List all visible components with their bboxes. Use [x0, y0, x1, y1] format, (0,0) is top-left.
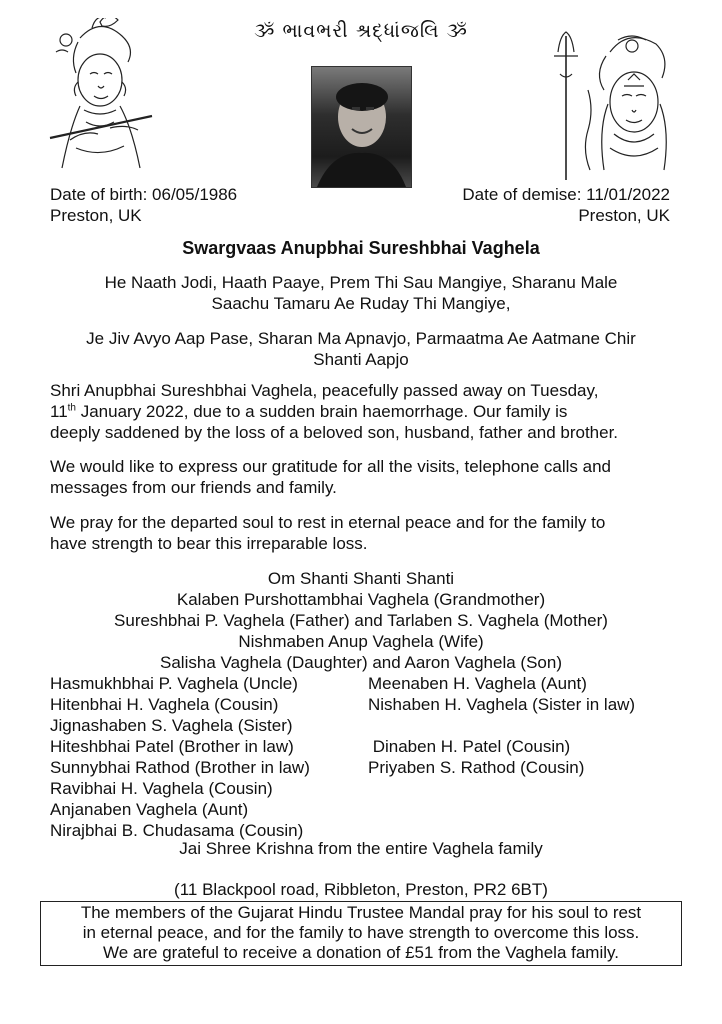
shiva-illustration: [548, 30, 676, 180]
family-row: [50, 736, 690, 757]
family-member: Nirajbhai B. Chudasama (Cousin): [50, 821, 304, 840]
family-member: Priyaben S. Rathod (Cousin): [368, 758, 585, 777]
birth-info: [50, 184, 237, 226]
family-row: [50, 694, 690, 715]
gratitude-paragraph: [50, 456, 672, 498]
paragraph-line: Shri Anupbhai Sureshbhai Vaghela, peacefully passed away on Tuesday,: [50, 381, 599, 400]
deceased-name: Swargvaas Anupbhai Sureshbhai Vaghela: [182, 238, 540, 258]
closing-line: Jai Shree Krishna from the entire Vaghela family: [179, 839, 543, 858]
family-member: Nishaben H. Vaghela (Sister in law): [368, 695, 636, 714]
birth-place: Preston, UK: [50, 206, 142, 225]
family-row: [50, 757, 690, 778]
footer-line: We are grateful to receive a donation of £51 from the Vaghela family.: [103, 943, 619, 962]
om-shanti: Om Shanti Shanti Shanti: [267, 569, 455, 588]
trust-message-box: [40, 901, 682, 966]
prayer-verse-2: [0, 328, 722, 370]
demise-place: Preston, UK: [578, 206, 670, 225]
paragraph-line: [50, 401, 672, 422]
address: (11 Blackpool road, Ribbleton, Preston, PR2 6BT): [174, 880, 548, 899]
prayer-line: Saachu Tamaru Ae Ruday Thi Mangiye,: [211, 294, 511, 313]
footer-line: in eternal peace, and for the family to have strength to overcome this loss.: [82, 923, 640, 942]
family-row: [50, 778, 690, 799]
portrait-photo: [311, 66, 412, 188]
footer-line: The members of the Gujarat Hindu Trustee Mandal pray for his soul to rest: [80, 903, 642, 922]
family-member: Nishmaben Anup Vaghela (Wife): [238, 632, 484, 651]
paragraph-line: messages from our friends and family.: [50, 478, 337, 497]
family-row: [50, 799, 690, 820]
family-member: Salisha Vaghela (Daughter) and Aaron Vaghela (Son): [160, 653, 562, 672]
paragraph-line: have strength to bear this irreparable loss.: [50, 534, 368, 553]
family-row: [50, 673, 690, 694]
birth-date: Date of birth: 06/05/1986: [50, 185, 238, 204]
krishna-illustration: [40, 18, 160, 180]
paragraph-text: January 2022, due to a sudden brain haemorrhage. Our family is: [76, 402, 568, 421]
prayer-verse-1: [0, 272, 722, 314]
family-member: Meenaben H. Vaghela (Aunt): [368, 674, 587, 693]
family-member: Hitenbhai H. Vaghela (Cousin): [50, 695, 279, 714]
prayer-paragraph: [50, 512, 672, 554]
prayer-line: Je Jiv Avyo Aap Pase, Sharan Ma Apnavjo, Parmaatma Ae Aatmane Chir: [86, 329, 636, 348]
family-member: Sureshbhai P. Vaghela (Father) and Tarlaben S. Vaghela (Mother): [114, 611, 608, 630]
obituary-paragraph: [50, 380, 672, 443]
paragraph-line: We pray for the departed soul to rest in eternal peace and for the family to: [50, 513, 606, 532]
family-member: Hiteshbhai Patel (Brother in law): [50, 737, 294, 756]
family-member: Sunnybhai Rathod (Brother in law): [50, 758, 310, 777]
paragraph-line: deeply saddened by the loss of a beloved son, husband, father and brother.: [50, 423, 619, 442]
family-row: [50, 715, 690, 736]
header-title: ૐ ભાવભરી શ્રદ્ધાંજલિ ૐ: [253, 20, 469, 42]
family-centered-list: [0, 568, 722, 673]
prayer-line: He Naath Jodi, Haath Paaye, Prem Thi Sau Mangiye, Sharanu Male: [104, 273, 618, 292]
paragraph-line: We would like to express our gratitude for all the visits, telephone calls and: [50, 457, 611, 476]
date-day: 11: [50, 402, 68, 421]
prayer-line: Shanti Aapjo: [313, 350, 409, 369]
family-member: Kalaben Purshottambhai Vaghela (Grandmother): [176, 590, 546, 609]
family-member: Jignashaben S. Vaghela (Sister): [50, 716, 293, 735]
family-member: Hasmukhbhai P. Vaghela (Uncle): [50, 674, 298, 693]
demise-info: [462, 184, 670, 226]
family-member: Dinaben H. Patel (Cousin): [368, 737, 571, 756]
family-member: Ravibhai H. Vaghela (Cousin): [50, 779, 273, 798]
date-suffix: th: [67, 402, 76, 414]
demise-date: Date of demise: 11/01/2022: [462, 185, 670, 204]
family-member: Anjanaben Vaghela (Aunt): [50, 800, 249, 819]
